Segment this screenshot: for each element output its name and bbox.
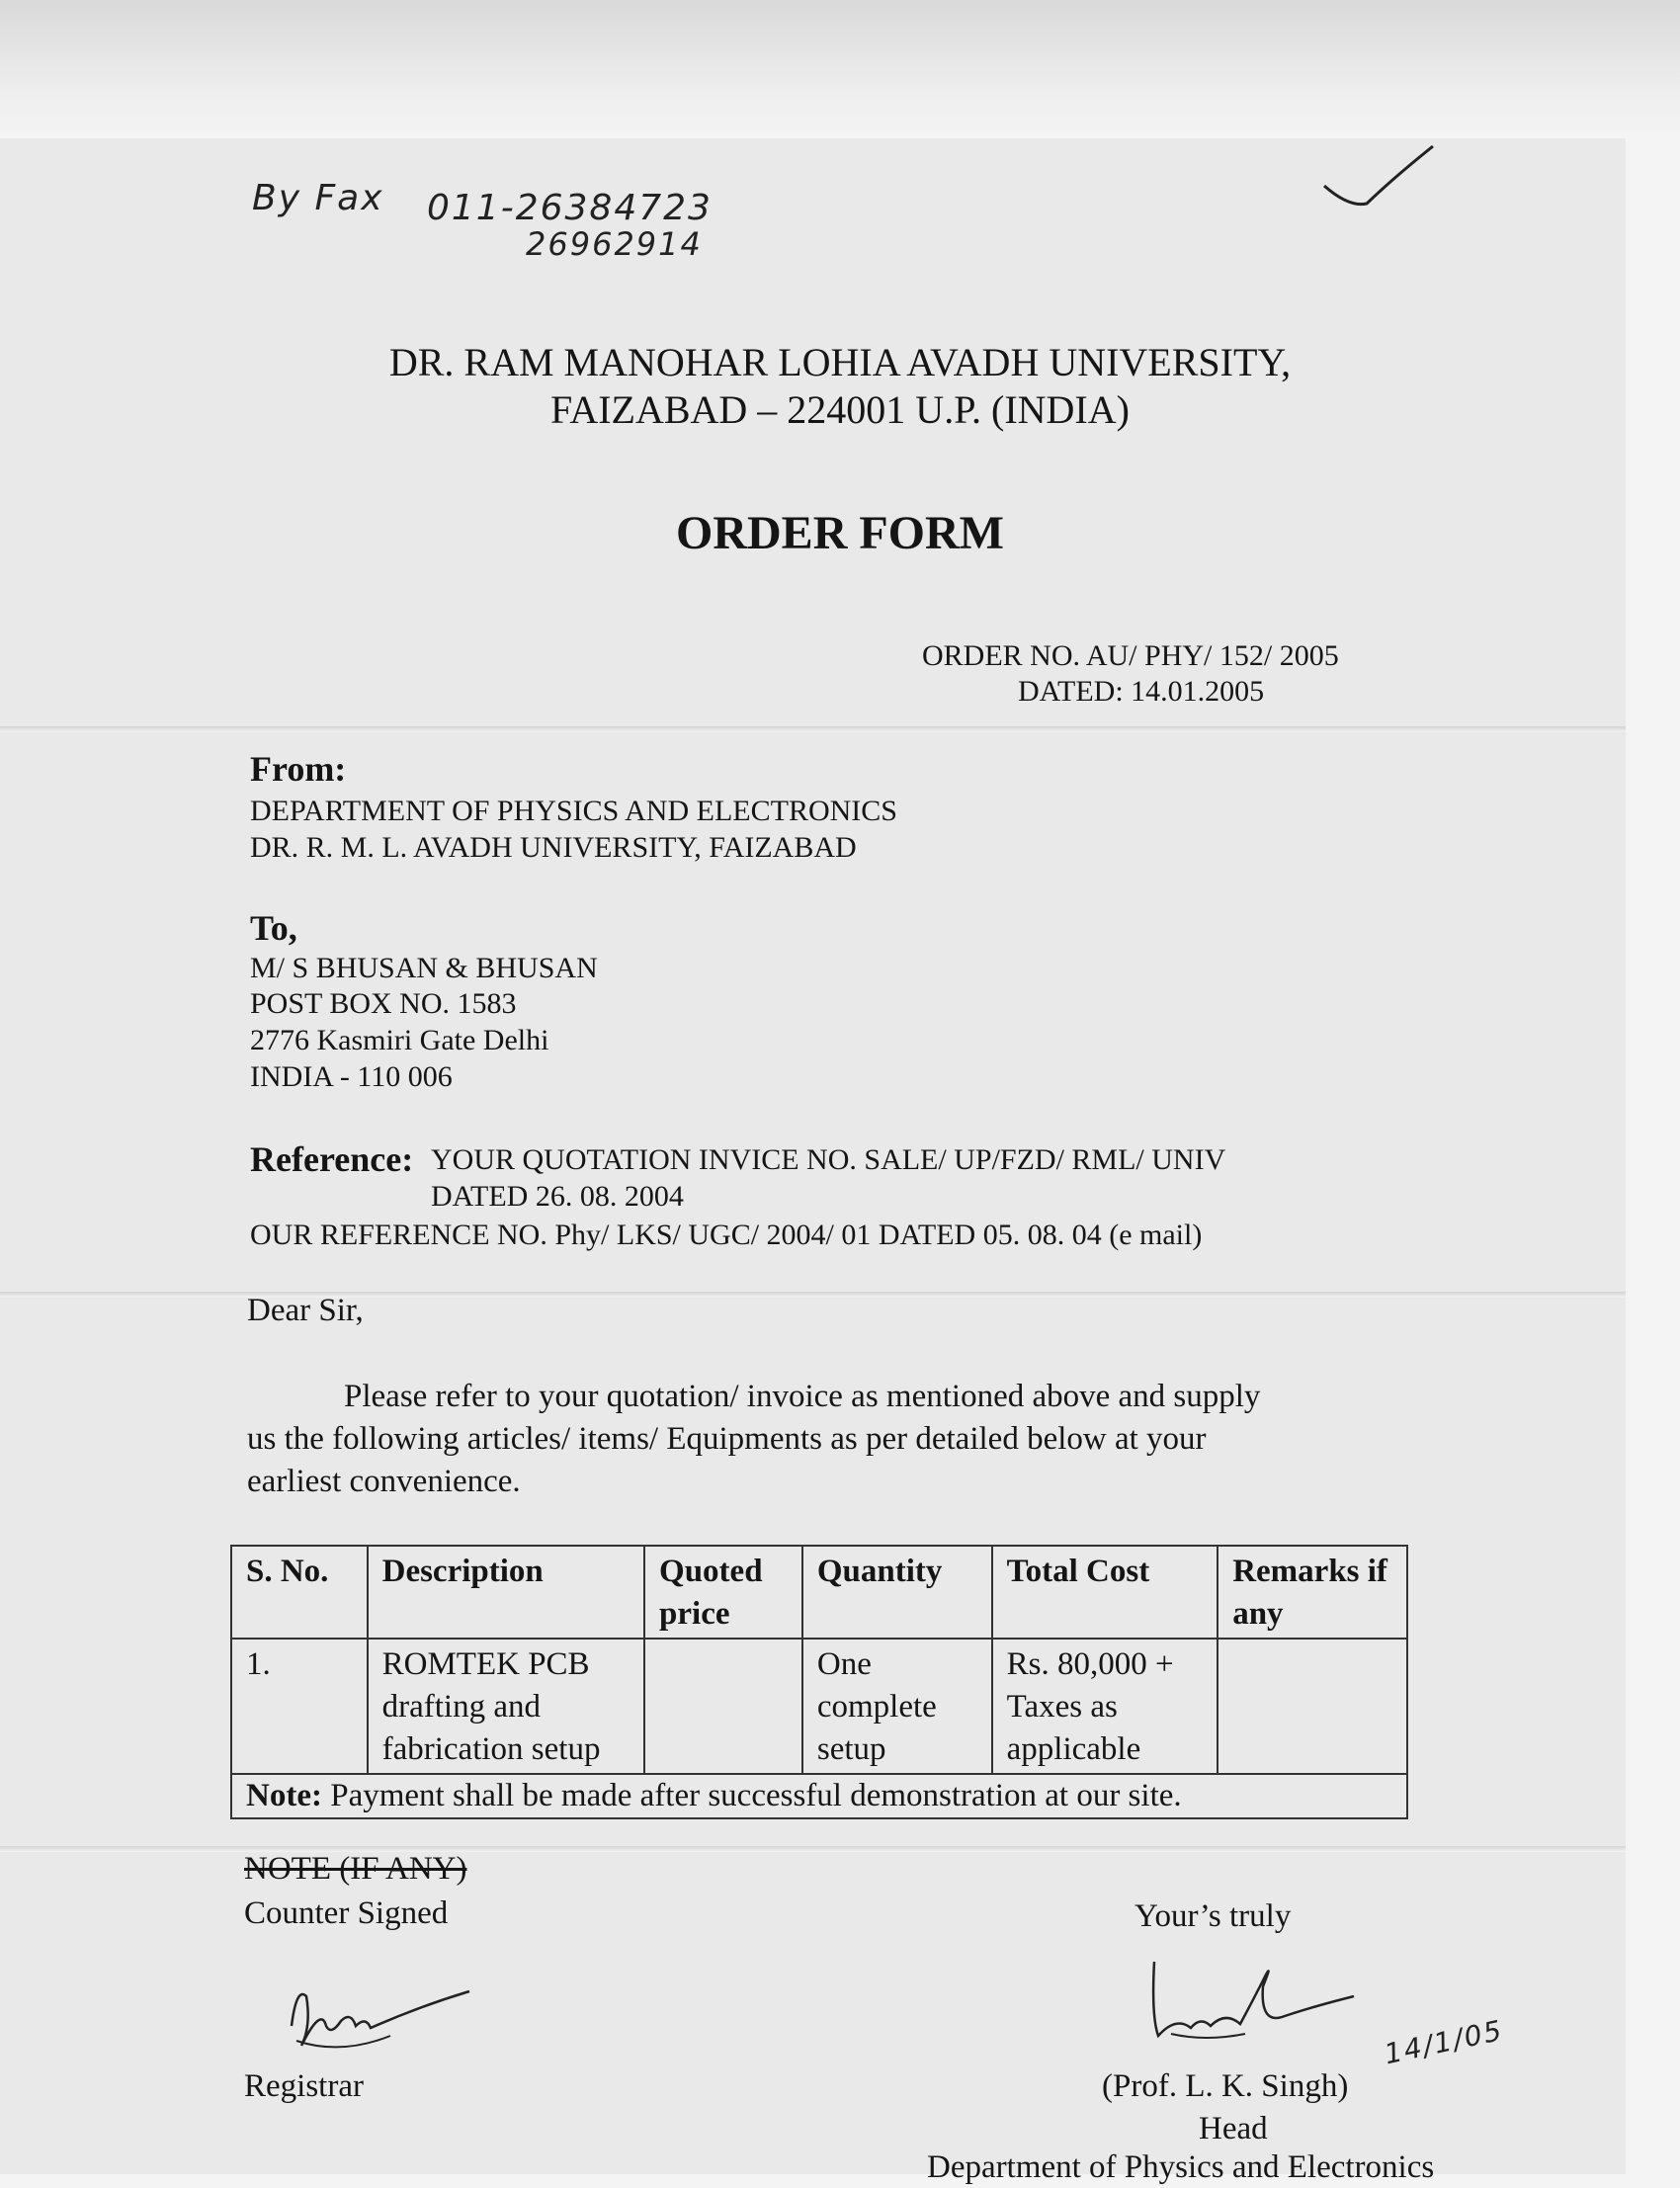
from-label: From: xyxy=(250,749,347,789)
table-row xyxy=(231,1639,1407,1774)
reference-label: Reference: xyxy=(250,1139,414,1179)
counter-signed: Counter Signed xyxy=(244,1895,449,1931)
to-line: M/ S BHUSAN & BHUSAN xyxy=(250,952,598,984)
note-cell xyxy=(231,1774,1407,1818)
cell-quantity: One complete setup xyxy=(802,1639,992,1774)
column-header: Quoted price xyxy=(644,1546,802,1639)
cell-sno: 1. xyxy=(231,1639,368,1774)
column-header: Total Cost xyxy=(992,1546,1218,1639)
to-line: POST BOX NO. 1583 xyxy=(250,987,517,1020)
body-paragraph-line: us the following articles/ items/ Equipments as per detailed below at your xyxy=(247,1421,1207,1457)
reference-line: YOUR QUOTATION INVICE NO. SALE/ UP/FZD/ RML/ UNIV xyxy=(431,1143,1226,1176)
handwritten-fax-label: By Fax xyxy=(252,178,384,218)
order-date: DATED: 14.01.2005 xyxy=(1018,675,1265,708)
note-label: Note: xyxy=(246,1778,322,1813)
order-number: ORDER NO. AU/ PHY/ 152/ 2005 xyxy=(922,639,1339,672)
to-line: INDIA - 110 006 xyxy=(250,1060,453,1093)
cell-quoted-price xyxy=(644,1639,802,1774)
cell-total-cost: Rs. 80,000 + Taxes as applicable xyxy=(992,1639,1218,1774)
head-signature-icon xyxy=(1146,1957,1364,2065)
registrar-signature-icon xyxy=(282,1967,479,2075)
cell-remarks xyxy=(1218,1639,1407,1774)
items-table xyxy=(230,1545,1408,1819)
from-line: DEPARTMENT OF PHYSICS AND ELECTRONICS xyxy=(250,795,897,827)
closing: Your’s truly xyxy=(1134,1898,1292,1934)
registrar-title: Registrar xyxy=(244,2068,364,2104)
scan-top-margin xyxy=(0,0,1680,138)
table-header-row xyxy=(231,1546,1407,1639)
handwritten-fax-number: 011-26384723 xyxy=(427,188,713,228)
note-if-any: NOTE (IF ANY) xyxy=(244,1851,467,1887)
column-header: Quantity xyxy=(802,1546,992,1639)
to-line: 2776 Kasmiri Gate Delhi xyxy=(250,1024,549,1056)
paper-fold-line xyxy=(0,1292,1626,1298)
paper-fold-line xyxy=(0,726,1626,732)
page-title: ORDER FORM xyxy=(676,507,1004,559)
salutation: Dear Sir, xyxy=(247,1293,364,1328)
from-line: DR. R. M. L. AVADH UNIVERSITY, FAIZABAD xyxy=(250,831,857,864)
body-paragraph-line: earliest convenience. xyxy=(247,1464,521,1499)
table-note-row xyxy=(231,1774,1407,1818)
handwritten-signature-date: 14/1/05 xyxy=(1381,2013,1507,2071)
signatory-name: (Prof. L. K. Singh) xyxy=(1102,2068,1349,2104)
column-header: S. No. xyxy=(231,1546,368,1639)
body-paragraph-line: Please refer to your quotation/ invoice as mentioned above and supply xyxy=(344,1379,1261,1414)
cell-description: ROMTEK PCB drafting and fabrication setup xyxy=(368,1639,644,1774)
signatory-department: Department of Physics and Electronics xyxy=(927,2149,1435,2185)
column-header: Description xyxy=(368,1546,644,1639)
to-label: To, xyxy=(250,908,297,948)
university-name: DR. RAM MANOHAR LOHIA AVADH UNIVERSITY, xyxy=(388,340,1292,384)
note-text: Payment shall be made after successful demonstration at our site. xyxy=(330,1778,1182,1813)
university-address: FAIZABAD – 224001 U.P. (INDIA) xyxy=(550,387,1130,432)
check-mark-icon xyxy=(1319,138,1438,217)
reference-line: OUR REFERENCE NO. Phy/ LKS/ UGC/ 2004/ 01 DATED 05. 08. 04 (e mail) xyxy=(250,1219,1203,1251)
reference-line: DATED 26. 08. 2004 xyxy=(431,1180,684,1213)
signatory-title: Head xyxy=(1199,2111,1268,2146)
column-header: Remarks if any xyxy=(1218,1546,1407,1639)
handwritten-fax-number: 26962914 xyxy=(526,225,703,263)
